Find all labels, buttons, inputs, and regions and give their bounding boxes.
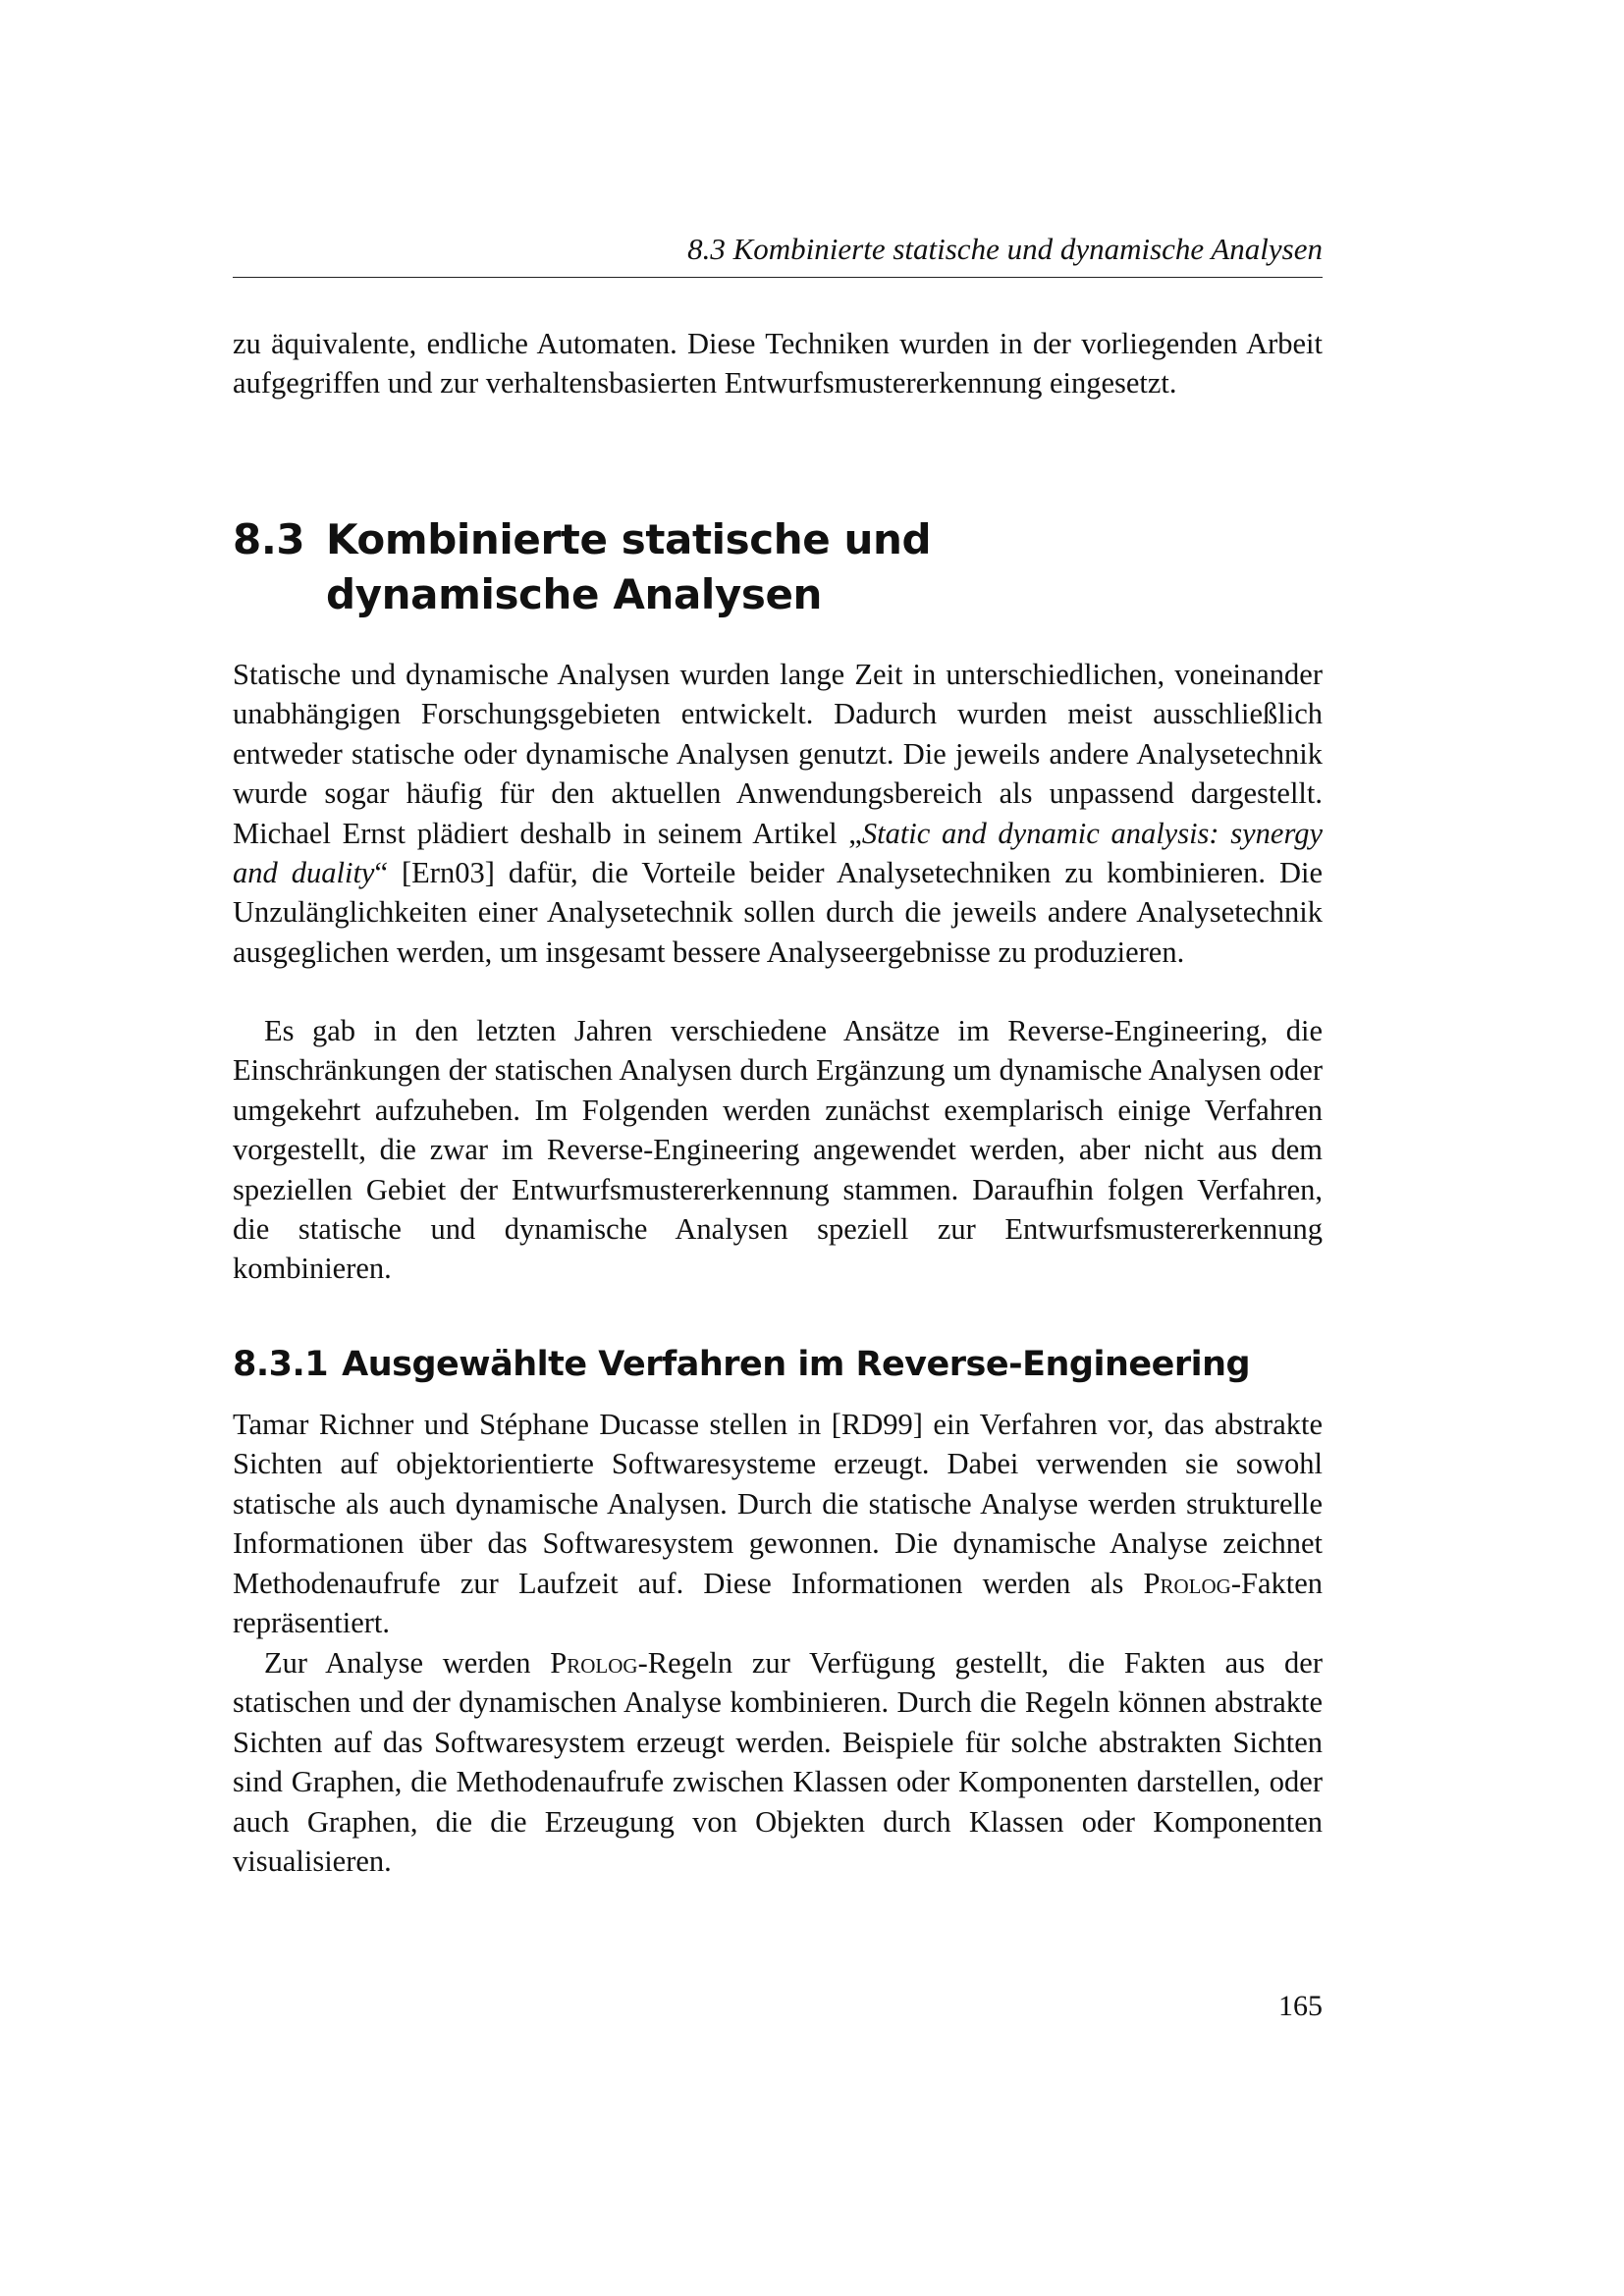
intro-paragraph: zu äquivalente, endliche Automaten. Diese Techniken wurden in der vorliegenden Arbeit aufgegriffen und zur verhaltensbasierten Entwurfsmustererkennung eingesetzt. [233, 327, 1323, 400]
prolog-term: Prolog [1143, 1566, 1231, 1600]
section-title: Kombinierte statische und dynamische Analysen [326, 515, 932, 618]
section-number: 8.3 [233, 515, 305, 563]
page-number: 165 [1278, 1990, 1323, 2022]
paragraph-text: Tamar Richner und Stéphane Ducasse stellen in [RD99] ein Verfahren vor, das abstrakte Sichten auf objektorientierte Softwaresysteme erzeugt. Dabei verwenden sie sowohl statische als auch dynamische Analysen. Durch die statische Analyse werden strukturelle Informationen über das Softwaresystem gewonnen. Die dynamische Analyse zeichnet Methodenaufrufe zur Laufzeit auf. Diese Informationen werden als [233, 1408, 1323, 1600]
running-header: 8.3 Kombinierte statische und dynamische Analysen [687, 232, 1323, 266]
subsection-paragraph-1 [233, 1405, 1323, 1642]
section-heading [233, 512, 1323, 622]
paragraph-text: -Fakten repräsentiert. [233, 1566, 1323, 1640]
section-paragraph-2: Es gab in den letzten Jahren verschiedene Ansätze im Reverse-Engineering, die Einschränkungen der statischen Analysen durch Ergänzung um dynamische Analysen oder umgekehrt aufzuheben. Im Folgenden werden zunächst exemplarisch einige Verfahren vorgestellt, die zwar im Reverse-Engineering angewendet werden, aber nicht aus dem speziellen Gebiet der Entwurfsmustererkennung stammen. Daraufhin folgen Verfahren, die statische und dynamische Analysen speziell zur Entwurfsmustererkennung kombinieren. [233, 1014, 1323, 1286]
subsection-paragraph-2 [233, 1643, 1323, 1881]
subsection-title: Ausgewählte Verfahren im Reverse-Engineering [342, 1345, 1251, 1384]
subsection-heading [233, 1343, 1323, 1386]
paragraph-text: -Regeln zur Verfügung gestellt, die Fakten aus der statischen und der dynamischen Analyse kombinieren. Durch die Regeln können abstrakte Sichten auf das Softwaresystem erzeugt werden. Beispiele für solche abstrakten Sichten sind Graphen, die Methodenaufrufe zwischen Klassen oder Komponenten darstellen, oder auch Graphen, die die Erzeugung von Objekten durch Klassen oder Komponenten visualisieren. [233, 1646, 1323, 1879]
subsection-number: 8.3.1 [233, 1345, 329, 1384]
section-paragraph-1 [233, 655, 1323, 972]
prolog-term: Prolog [550, 1646, 638, 1680]
paragraph-text: Statische und dynamische Analysen wurden lange Zeit in unterschiedlichen, voneinander unabhängigen Forschungsgebieten entwickelt. Dadurch wurden meist ausschließlich entweder statische oder dynamische Analysen genutzt. Die jeweils andere Analysetechnik wurde sogar häufig für den aktuellen Anwendungsbereich als unpassend dargestellt. Michael Ernst plädiert deshalb in seinem Artikel „ [233, 658, 1323, 850]
paragraph-text: “ [Ern03] dafür, die Vorteile beider Analysetechniken zu kombinieren. Die Unzulänglichkeiten einer Analysetechnik sollen durch die jeweils andere Analysetechnik ausgeglichen werden, um insgesamt bessere Analyseergebnisse zu produzieren. [233, 856, 1323, 969]
paragraph-text: Zur Analyse werden [264, 1646, 551, 1680]
header-rule [233, 277, 1323, 278]
cited-article-title: Static and dynamic analysis: synergy and duality [233, 816, 1323, 890]
